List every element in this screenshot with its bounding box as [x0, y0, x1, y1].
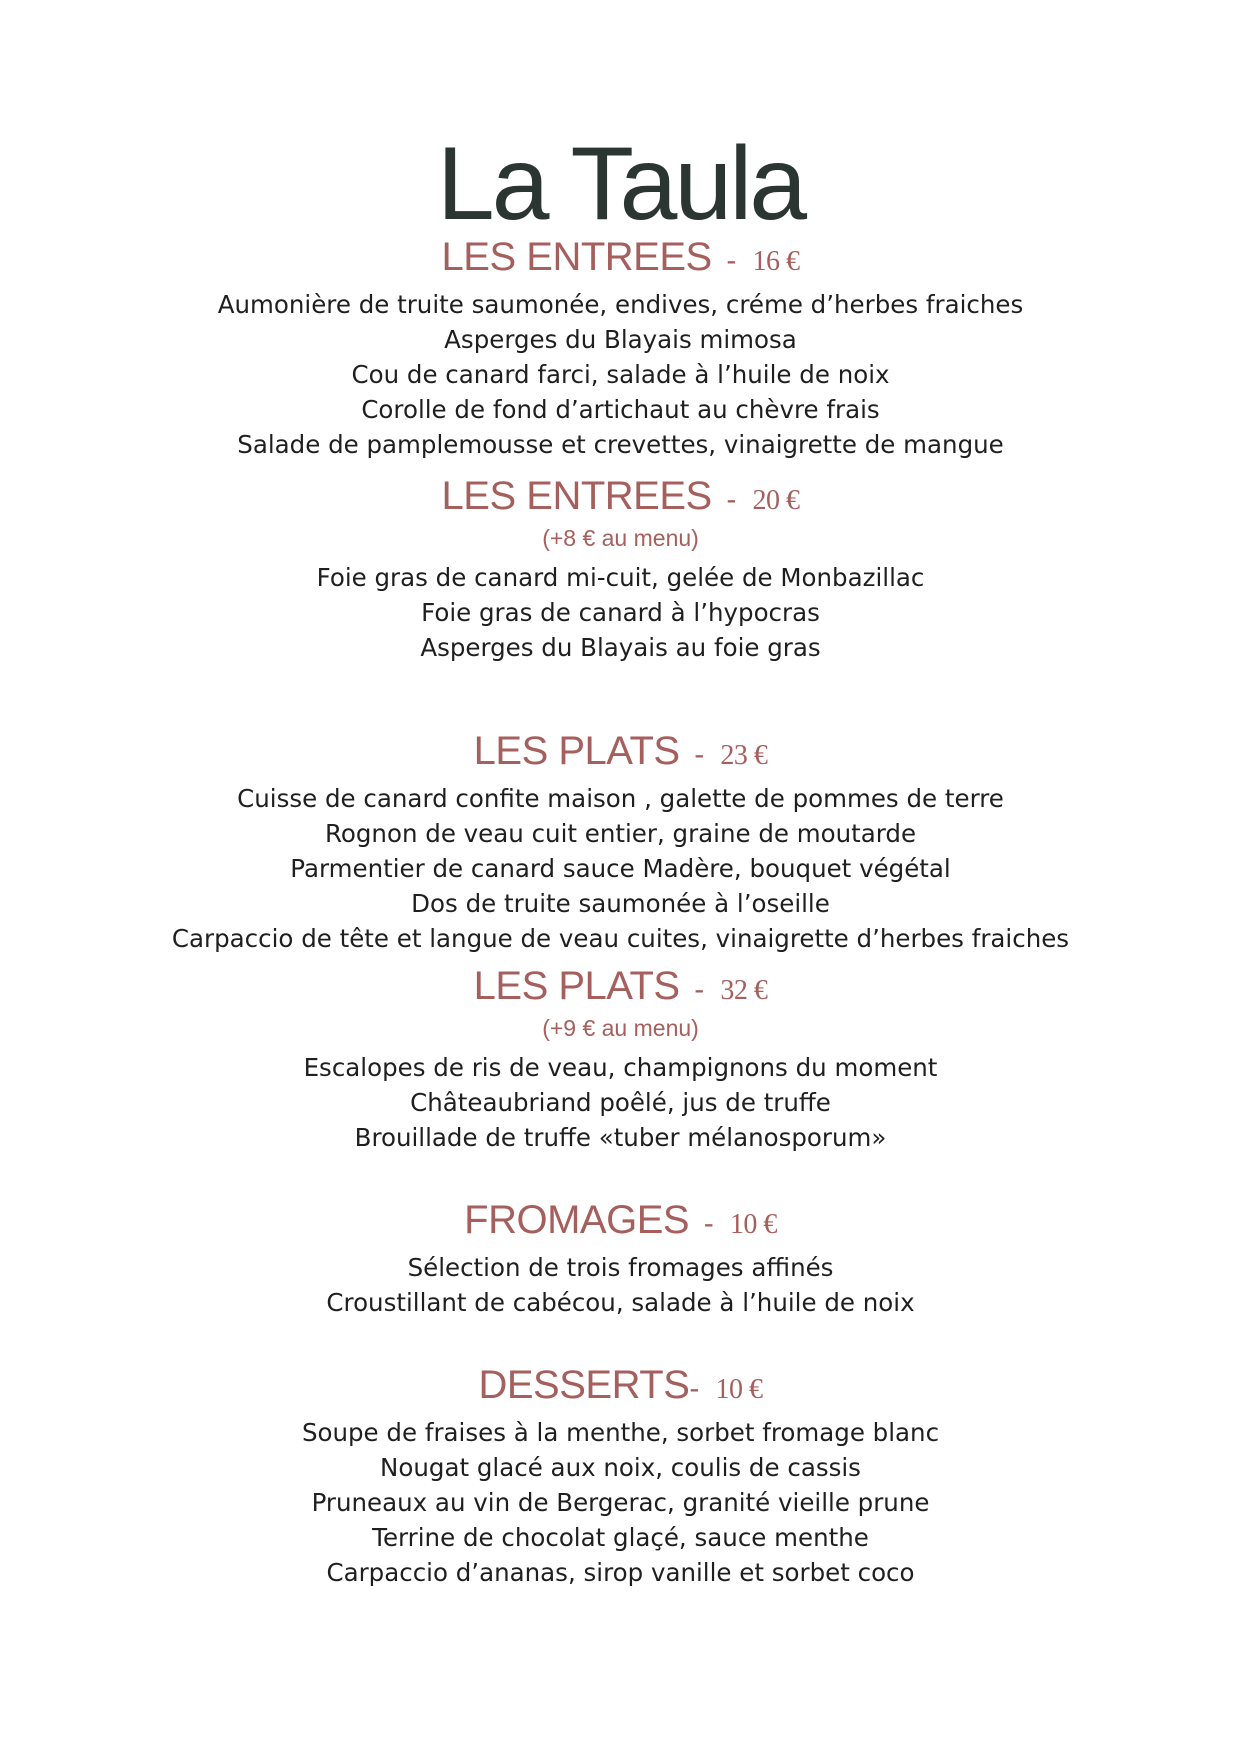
dish-list [0, 1415, 1241, 1590]
dish-item: Pruneaux au vin de Bergerac, granité vieille prune [311, 1488, 930, 1517]
dish-item: Corolle de fond d’artichaut au chèvre frais [361, 395, 880, 424]
section-header [0, 473, 1241, 524]
dish-list [0, 1050, 1241, 1155]
section-header [0, 1362, 1241, 1413]
dish-item: Escalopes de ris de veau, champignons du moment [303, 1053, 938, 1082]
section-entrees-20 [0, 473, 1241, 665]
dish-item: Foie gras de canard à l’hypocras [421, 598, 820, 627]
menu-supplement-note: (+9 € au menu) [542, 1015, 699, 1041]
dish-item: Cou de canard farci, salade à l’huile de noix [351, 360, 890, 389]
menu-supplement-note: (+8 € au menu) [542, 525, 699, 551]
dish-list [0, 1250, 1241, 1320]
section-entrees-16 [0, 234, 1241, 462]
dish-item: Châteaubriand poêlé, jus de truffe [410, 1088, 831, 1117]
dish-item: Aumonière de truite saumonée, endives, créme d’herbes fraiches [217, 290, 1024, 319]
dish-item: Croustillant de cabécou, salade à l’huile de noix [326, 1288, 915, 1317]
dish-item: Brouillade de truffe «tuber mélanosporum» [354, 1123, 887, 1152]
section-heading: LES PLATS [473, 729, 680, 773]
section-price: 10 € [729, 1209, 777, 1240]
section-separator: - [689, 1372, 699, 1405]
section-heading: LES ENTREES [441, 474, 712, 518]
dish-item: Parmentier de canard sauce Madère, bouquet végétal [290, 854, 951, 883]
section-price: 23 € [720, 740, 768, 771]
dish-list [0, 781, 1241, 956]
section-plats-23 [0, 728, 1241, 956]
section-heading: LES ENTREES [441, 235, 712, 279]
section-separator: - [694, 738, 704, 771]
dish-item: Dos de truite saumonée à l’oseille [411, 889, 830, 918]
dish-item: Terrine de chocolat glaçé, sauce menthe [372, 1523, 869, 1552]
dish-item: Sélection de trois fromages affinés [407, 1253, 834, 1282]
section-header [0, 234, 1241, 285]
restaurant-title: La Taula [436, 125, 805, 242]
section-price: 16 € [752, 246, 800, 277]
dish-item: Rognon de veau cuit entier, graine de moutarde [324, 819, 917, 848]
section-header [0, 963, 1241, 1014]
section-header [0, 728, 1241, 779]
section-price: 32 € [720, 975, 768, 1006]
section-separator: - [726, 244, 736, 277]
section-plats-32 [0, 963, 1241, 1155]
section-price: 10 € [715, 1374, 763, 1405]
section-separator: - [726, 483, 736, 516]
section-separator: - [694, 973, 704, 1006]
section-heading: LES PLATS [473, 964, 680, 1008]
dish-list [0, 287, 1241, 462]
dish-item: Asperges du Blayais mimosa [444, 325, 797, 354]
dish-item: Foie gras de canard mi-cuit, gelée de Monbazillac [316, 563, 925, 592]
dish-item: Salade de pamplemousse et crevettes, vinaigrette de mangue [237, 430, 1004, 459]
section-separator: - [703, 1207, 714, 1240]
dish-item: Soupe de fraises à la menthe, sorbet fromage blanc [301, 1418, 940, 1447]
dish-item: Cuisse de canard confite maison , galette de pommes de terre [237, 784, 1004, 813]
dish-item: Carpaccio d’ananas, sirop vanille et sorbet coco [326, 1558, 915, 1587]
section-heading: DESSERTS [478, 1363, 690, 1407]
section-header [0, 1197, 1241, 1248]
section-heading: FROMAGES [464, 1198, 690, 1242]
section-fromages [0, 1197, 1241, 1320]
section-desserts [0, 1362, 1241, 1590]
dish-item: Carpaccio de tête et langue de veau cuites, vinaigrette d’herbes fraiches [171, 924, 1070, 953]
dish-item: Asperges du Blayais au foie gras [420, 633, 821, 662]
dish-list [0, 560, 1241, 665]
dish-item: Nougat glacé aux noix, coulis de cassis [380, 1453, 861, 1482]
section-price: 20 € [752, 485, 800, 516]
